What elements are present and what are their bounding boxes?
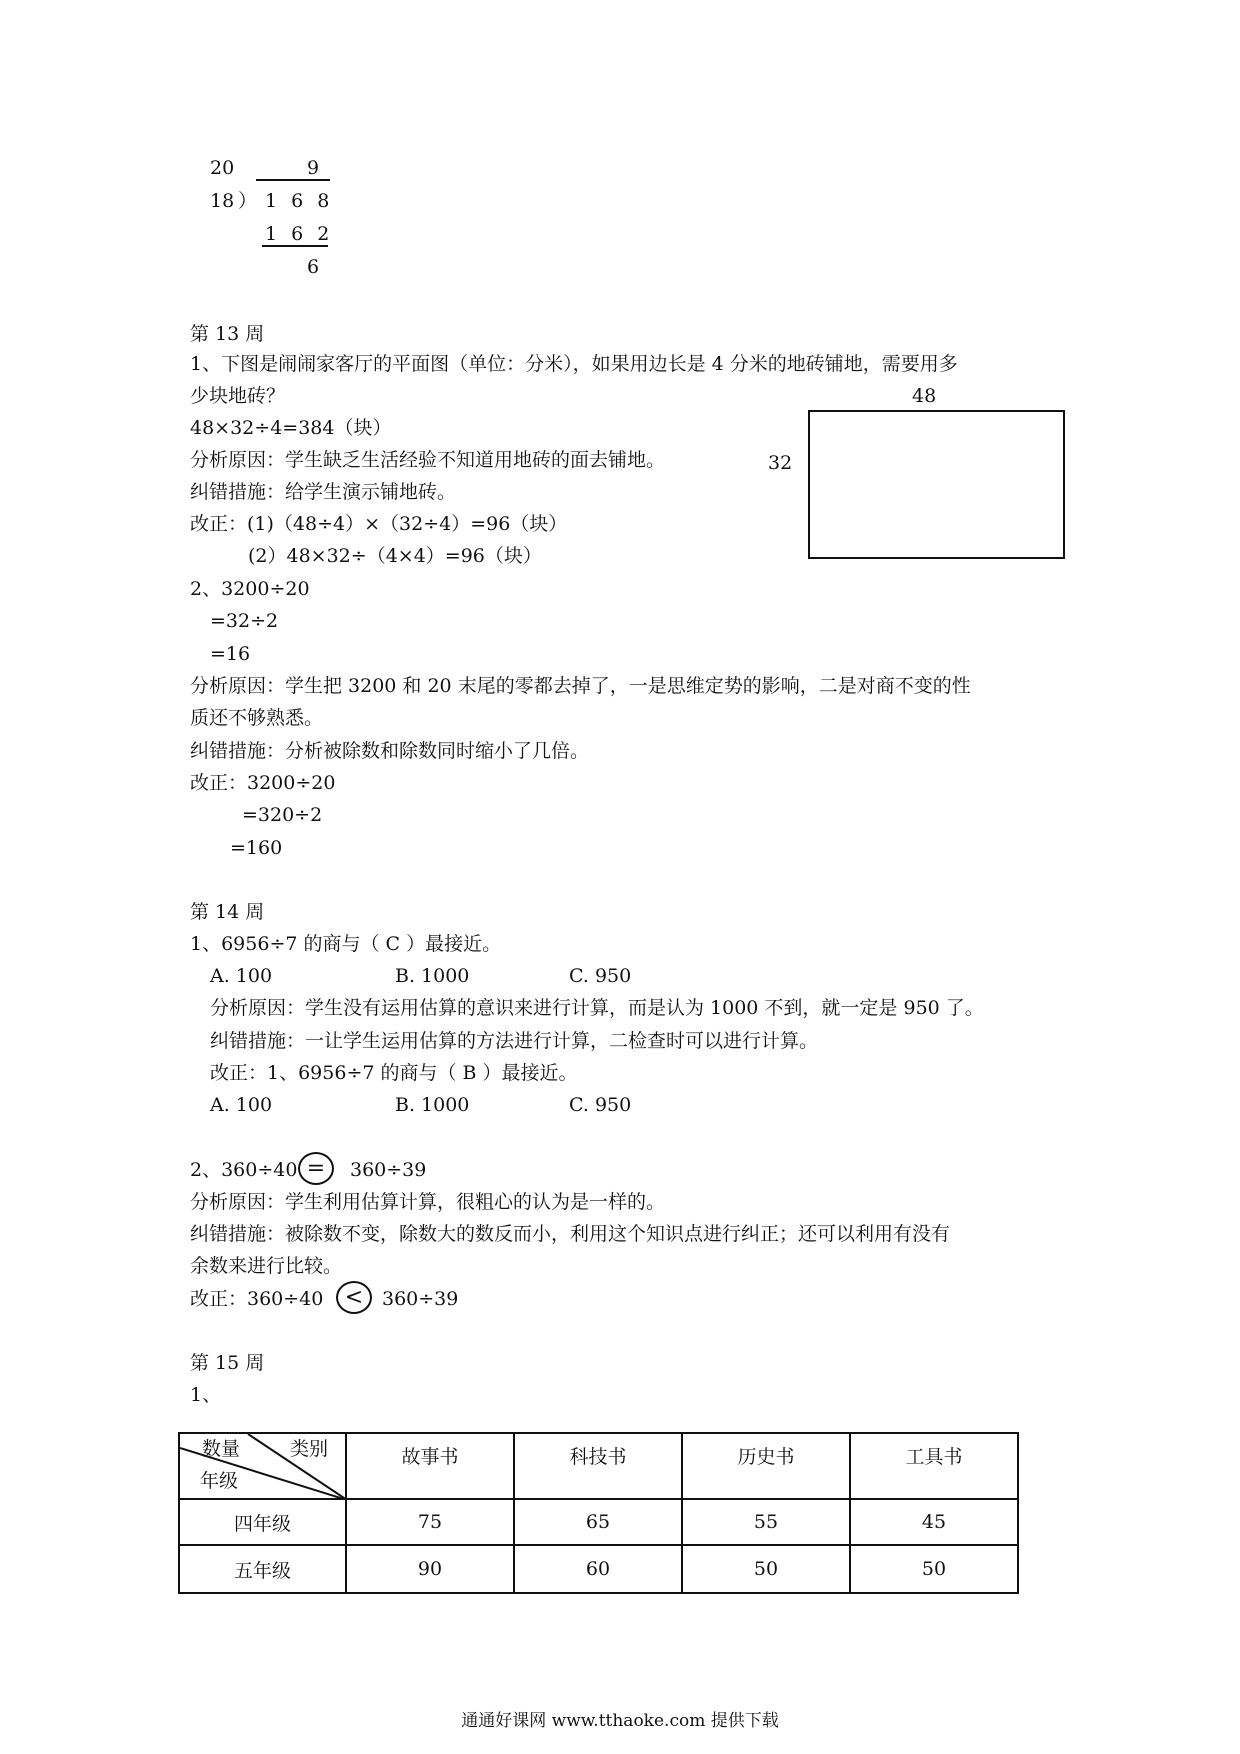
table-header-row [179,1433,1018,1499]
w14-q2-measure-1: 纠错措施：被除数不变，除数大的数反而小，利用这个知识点进行纠正；还可以利用有没有 [190,1223,951,1245]
division-dividend: 1 6 8 [265,190,334,212]
w13-q2-reason-1: 分析原因：学生把 3200 和 20 末尾的零都去掉了，一是思维定势的影响，二是对商不变的性 [190,675,971,697]
w13-q1-fix-1: 改正：(1)（48÷4）×（32÷4）=96（块） [190,513,568,535]
column-header: 历史书 [682,1433,850,1499]
w14-q2-circled-equals: = [298,1152,334,1185]
row-header-grade: 四年级 [179,1499,346,1545]
table-cell: 60 [514,1545,682,1593]
w14-q2-left: 2、360÷40 [190,1159,298,1181]
division-row1-left: 20 [210,157,235,179]
table-row [179,1545,1018,1593]
w13-q1-fix-2: (2）48×32÷（4×4）=96（块） [248,545,542,567]
w14-q1-fix-option-c: C. 950 [569,1094,632,1116]
w13-q2-line-2: =32÷2 [210,610,279,632]
w14-q2-reason: 分析原因：学生利用估算计算，很粗心的认为是一样的。 [190,1191,666,1213]
table-cell: 65 [514,1499,682,1545]
week-13-heading: 第 13 周 [190,323,265,345]
column-header: 故事书 [346,1433,514,1499]
corner-label-grade: 年级 [200,1470,239,1492]
table-cell: 50 [682,1545,850,1593]
w14-q2-fix-right: 360÷39 [382,1288,459,1310]
division-subtract-line [262,245,328,247]
w14-q1-reason: 分析原因：学生没有运用估算的意识来进行计算，而是认为 1000 不到，就一定是 950 了。 [210,997,984,1019]
w13-q2-line-3: =16 [210,643,251,665]
table-corner-cell [179,1433,346,1499]
column-header: 工具书 [850,1433,1018,1499]
week-15-heading: 第 15 周 [190,1352,265,1374]
corner-label-quantity: 数量 [202,1438,241,1460]
table-row [179,1499,1018,1545]
w14-q1-text: 1、6956÷7 的商与（ C ）最接近。 [190,933,502,955]
table-cell: 75 [346,1499,514,1545]
w14-q1-option-c: C. 950 [569,965,632,987]
w13-q1-text-1: 1、下图是闹闹家客厅的平面图（单位：分米），如果用边长是 4 分米的地砖铺地，需要用多 [190,353,958,375]
w13-q2-fix-3: =160 [230,837,283,859]
division-divisor: 18 [210,190,235,212]
w13-q2-measure: 纠错措施：分析被除数和除数同时缩小了几倍。 [190,740,590,762]
w14-q1-fix: 改正：1、6956÷7 的商与（ B ）最接近。 [210,1062,578,1084]
floorplan-height-label: 32 [768,452,793,474]
row-header-grade: 五年级 [179,1545,346,1593]
w13-q1-measure: 纠错措施：给学生演示铺地砖。 [190,481,457,503]
w13-q1-answer: 48×32÷4=384（块） [190,417,392,439]
floorplan-width-label: 48 [912,385,937,407]
division-remainder: 6 [307,256,320,278]
w14-q1-option-b: B. 1000 [395,965,470,987]
division-bar [256,179,330,181]
division-product: 1 6 2 [265,223,334,245]
w14-q1-option-a: A. 100 [210,965,273,987]
table-cell: 45 [850,1499,1018,1545]
corner-label-category: 类别 [290,1438,329,1460]
w13-q2-fix-1: 改正：3200÷20 [190,772,336,794]
w13-q2-line-1: 2、3200÷20 [190,578,310,600]
table-cell: 55 [682,1499,850,1545]
table-cell: 90 [346,1545,514,1593]
w13-q2-reason-2: 质还不够熟悉。 [190,707,324,729]
w13-q1-text-2: 少块地砖？ [190,385,286,407]
week-14-heading: 第 14 周 [190,901,265,923]
w14-q2-fix-left: 改正：360÷40 [190,1288,324,1310]
column-header: 科技书 [514,1433,682,1499]
floorplan-rectangle [808,410,1065,559]
w15-q1-label: 1、 [190,1384,222,1406]
division-paren: ） [238,190,258,212]
table-cell: 50 [850,1545,1018,1593]
book-count-table [178,1432,1019,1594]
w13-q1-reason: 分析原因：学生缺乏生活经验不知道用地砖的面去铺地。 [190,449,666,471]
w13-q2-fix-2: =320÷2 [242,804,323,826]
page-footer: 通通好课网 www.tthaoke.com 提供下载 [461,1711,779,1731]
w14-q2-fix-circled-less-than: < [336,1281,372,1314]
w14-q2-measure-2: 余数来进行比较。 [190,1255,343,1277]
w14-q2-right: 360÷39 [350,1159,427,1181]
w14-q1-measure: 纠错措施：一让学生运用估算的方法进行计算，二检查时可以进行计算。 [210,1030,819,1052]
w14-q1-fix-option-b: B. 1000 [395,1094,470,1116]
division-quotient: 9 [307,157,320,179]
w14-q1-fix-option-a: A. 100 [210,1094,273,1116]
